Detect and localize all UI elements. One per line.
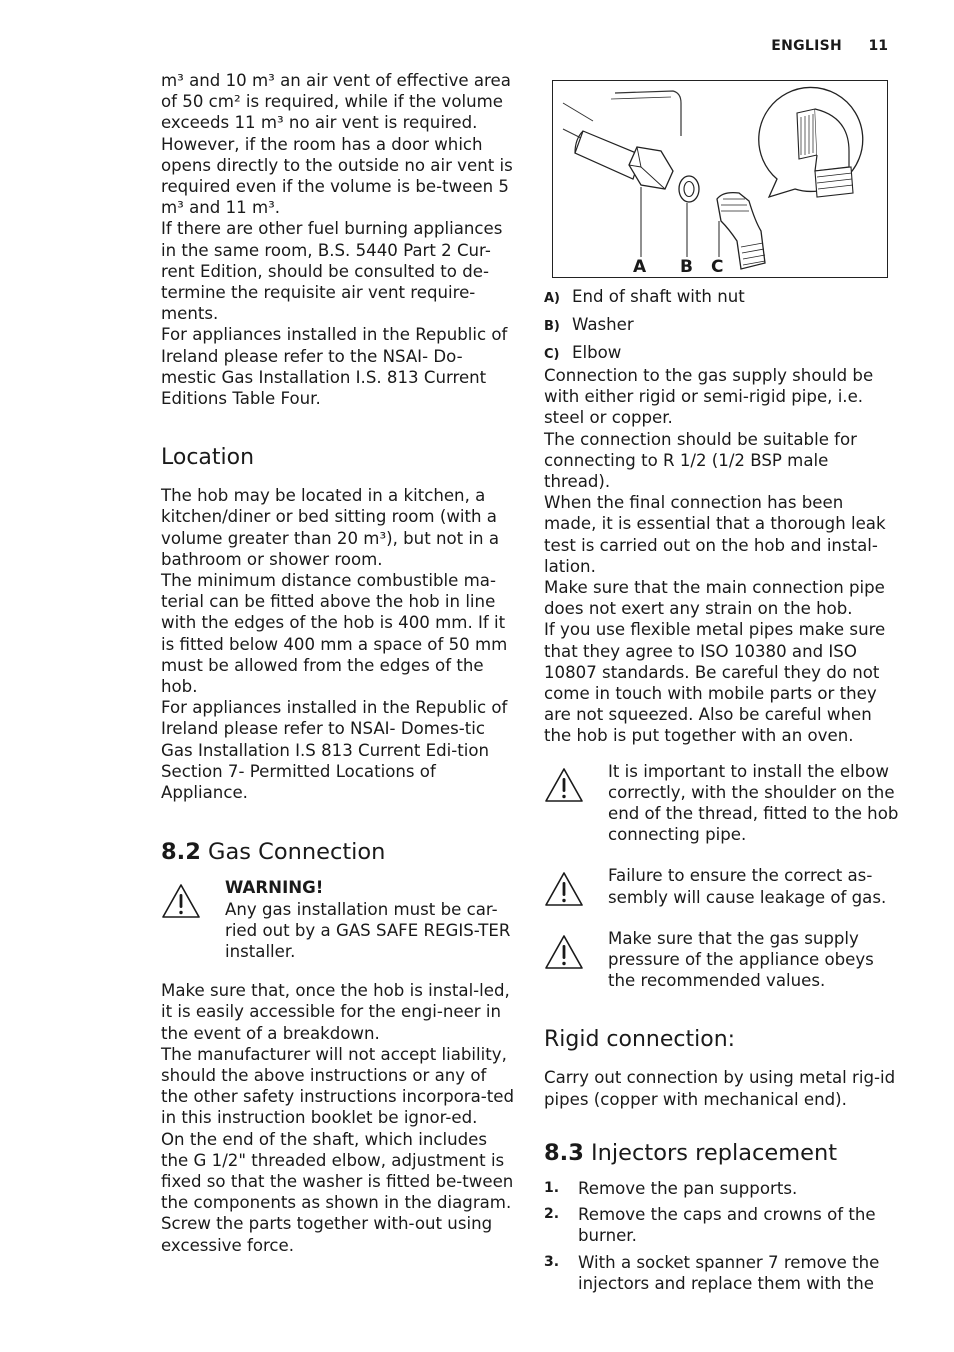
warning-title: WARNING! <box>225 878 324 898</box>
gas-paragraph: On the end of the shaft, which includes the G 1/2" threaded elbow, adjustment is fixed so that the washer is fitted be-tween the components as shown in the diagram. Screw the parts together with-out using excessive force. <box>161 1129 514 1255</box>
connection-paragraph: If you use flexible metal pipes make sure that they agree to ISO 10380 and ISO 10807 standards. Be careful they do not come in touch with mobile parts or they are not squeezed. Also be careful when the hob is put together with an oven. <box>544 620 886 746</box>
page-header <box>771 38 888 54</box>
gas-connection-heading <box>161 839 517 865</box>
section-title: Injectors replacement <box>591 1139 838 1166</box>
connection-paragraph: Connection to the gas supply should be with either rigid or semi-rigid pipe, i.e. steel or copper. <box>544 366 874 428</box>
warning-block <box>161 877 517 962</box>
legend-key: C) <box>544 347 560 362</box>
warning-icon <box>161 883 201 919</box>
figure-label-a: A <box>633 257 647 277</box>
right-column <box>544 75 899 1299</box>
connection-illustration <box>553 81 887 277</box>
intro-paragraph: m³ and 10 m³ an air vent of effective area of 50 cm² is required, while if the volume exceeds 11 m³ no air vent is required. However, if the room has a door which opens directly to the outside no air vent is required even if the volume is be-tween 5 m³ and 11 m³. <box>161 71 513 218</box>
caution-icon <box>544 767 584 803</box>
step-text: With a socket spanner 7 remove the injectors and replace them with the <box>578 1252 880 1293</box>
legend-item <box>544 342 899 365</box>
list-item <box>544 1204 899 1246</box>
legend-item <box>544 314 899 337</box>
left-column <box>161 70 517 1256</box>
section-number: 8.3 <box>544 1139 584 1166</box>
legend-item <box>544 286 899 309</box>
step-text: Remove the pan supports. <box>578 1178 798 1198</box>
step-text: Remove the caps and crowns of the burner. <box>578 1205 876 1246</box>
page-number: 11 <box>868 38 888 54</box>
connection-diagram <box>552 80 888 278</box>
caution-text: It is important to install the elbow correctly, with the shoulder on the end of the thread, fitted to the hob connecting pipe. <box>608 761 899 845</box>
connection-paragraph: When the final connection has been made, it is essential that a thorough leak test is carried out on the hob and instal-lation. <box>544 493 886 576</box>
section-number: 8.2 <box>161 839 201 866</box>
figure-label-c: C <box>711 257 724 277</box>
step-number: 2. <box>544 1206 560 1223</box>
language-label: ENGLISH <box>771 38 843 54</box>
caution-block <box>544 928 899 992</box>
step-number: 1. <box>544 1179 560 1196</box>
legend-key: B) <box>544 319 560 334</box>
injector-steps <box>544 1178 899 1294</box>
warning-text: Any gas installation must be car-ried out by a GAS SAFE REGIS-TER installer. <box>225 899 511 961</box>
rigid-connection-heading: Rigid connection: <box>544 1027 736 1053</box>
caution-icon <box>544 871 584 907</box>
location-paragraph: The hob may be located in a kitchen, a kitchen/diner or bed sitting room (with a volume greater than 20 m³), but not in a bathroom or shower room. <box>161 486 499 569</box>
injectors-heading <box>544 1140 899 1166</box>
list-item <box>544 1252 899 1294</box>
caution-text: Make sure that the gas supply pressure of the appliance obeys the recommended values. <box>608 928 874 991</box>
location-paragraph: The minimum distance combustible ma-terial can be fitted above the hob in line with the edges of the hob is 400 mm. If it is fitted below 400 mm a space of 50 mm must be allowed from the edges of the hob. <box>161 571 508 697</box>
gas-paragraph: The manufacturer will not accept liability, should the above instructions or any of the other safety instructions incorpora-ted in this instruction booklet be ignor-ed. <box>161 1044 515 1128</box>
intro-paragraph: For appliances installed in the Republic of Ireland please refer to the NSAI- Do-mestic Gas Installation I.S. 813 Current Editions Table Four. <box>161 325 508 409</box>
legend-text: Elbow <box>572 343 622 362</box>
caution-block <box>544 865 899 907</box>
caution-icon <box>544 934 584 970</box>
gas-paragraph: Make sure that, once the hob is instal-led, it is easily accessible for the engi-neer in the event of a breakdown. <box>161 981 510 1043</box>
location-paragraph: For appliances installed in the Republic of Ireland please refer to NSAI- Domes-tic Gas Installation I.S 813 Current Edi-tion Section 7- Permitted Locations of Appliance. <box>161 698 508 803</box>
legend-key: A) <box>544 291 561 306</box>
connection-paragraph: The connection should be suitable for connecting to R 1/2 (1/2 BSP male thread). <box>544 429 857 492</box>
section-title: Gas Connection <box>208 839 386 866</box>
caution-text: Failure to ensure the correct as-sembly will cause leakage of gas. <box>608 866 887 907</box>
intro-paragraph: If there are other fuel burning appliances in the same room, B.S. 5440 Part 2 Cur-rent Edition, should be consulted to de-termine the requisite air vent require-ments. <box>161 219 503 324</box>
caution-block <box>544 761 899 846</box>
legend-text: Washer <box>572 315 634 334</box>
rigid-connection-text: Carry out connection by using metal rig-id pipes (copper with mechanical end). <box>544 1068 896 1109</box>
list-item <box>544 1178 899 1199</box>
diagram-legend <box>544 286 899 365</box>
legend-text: End of shaft with nut <box>572 287 745 306</box>
figure-label-b: B <box>680 257 693 277</box>
connection-paragraph: Make sure that the main connection pipe does not exert any strain on the hob. <box>544 578 885 619</box>
step-number: 3. <box>544 1253 560 1270</box>
location-heading: Location <box>161 445 255 471</box>
